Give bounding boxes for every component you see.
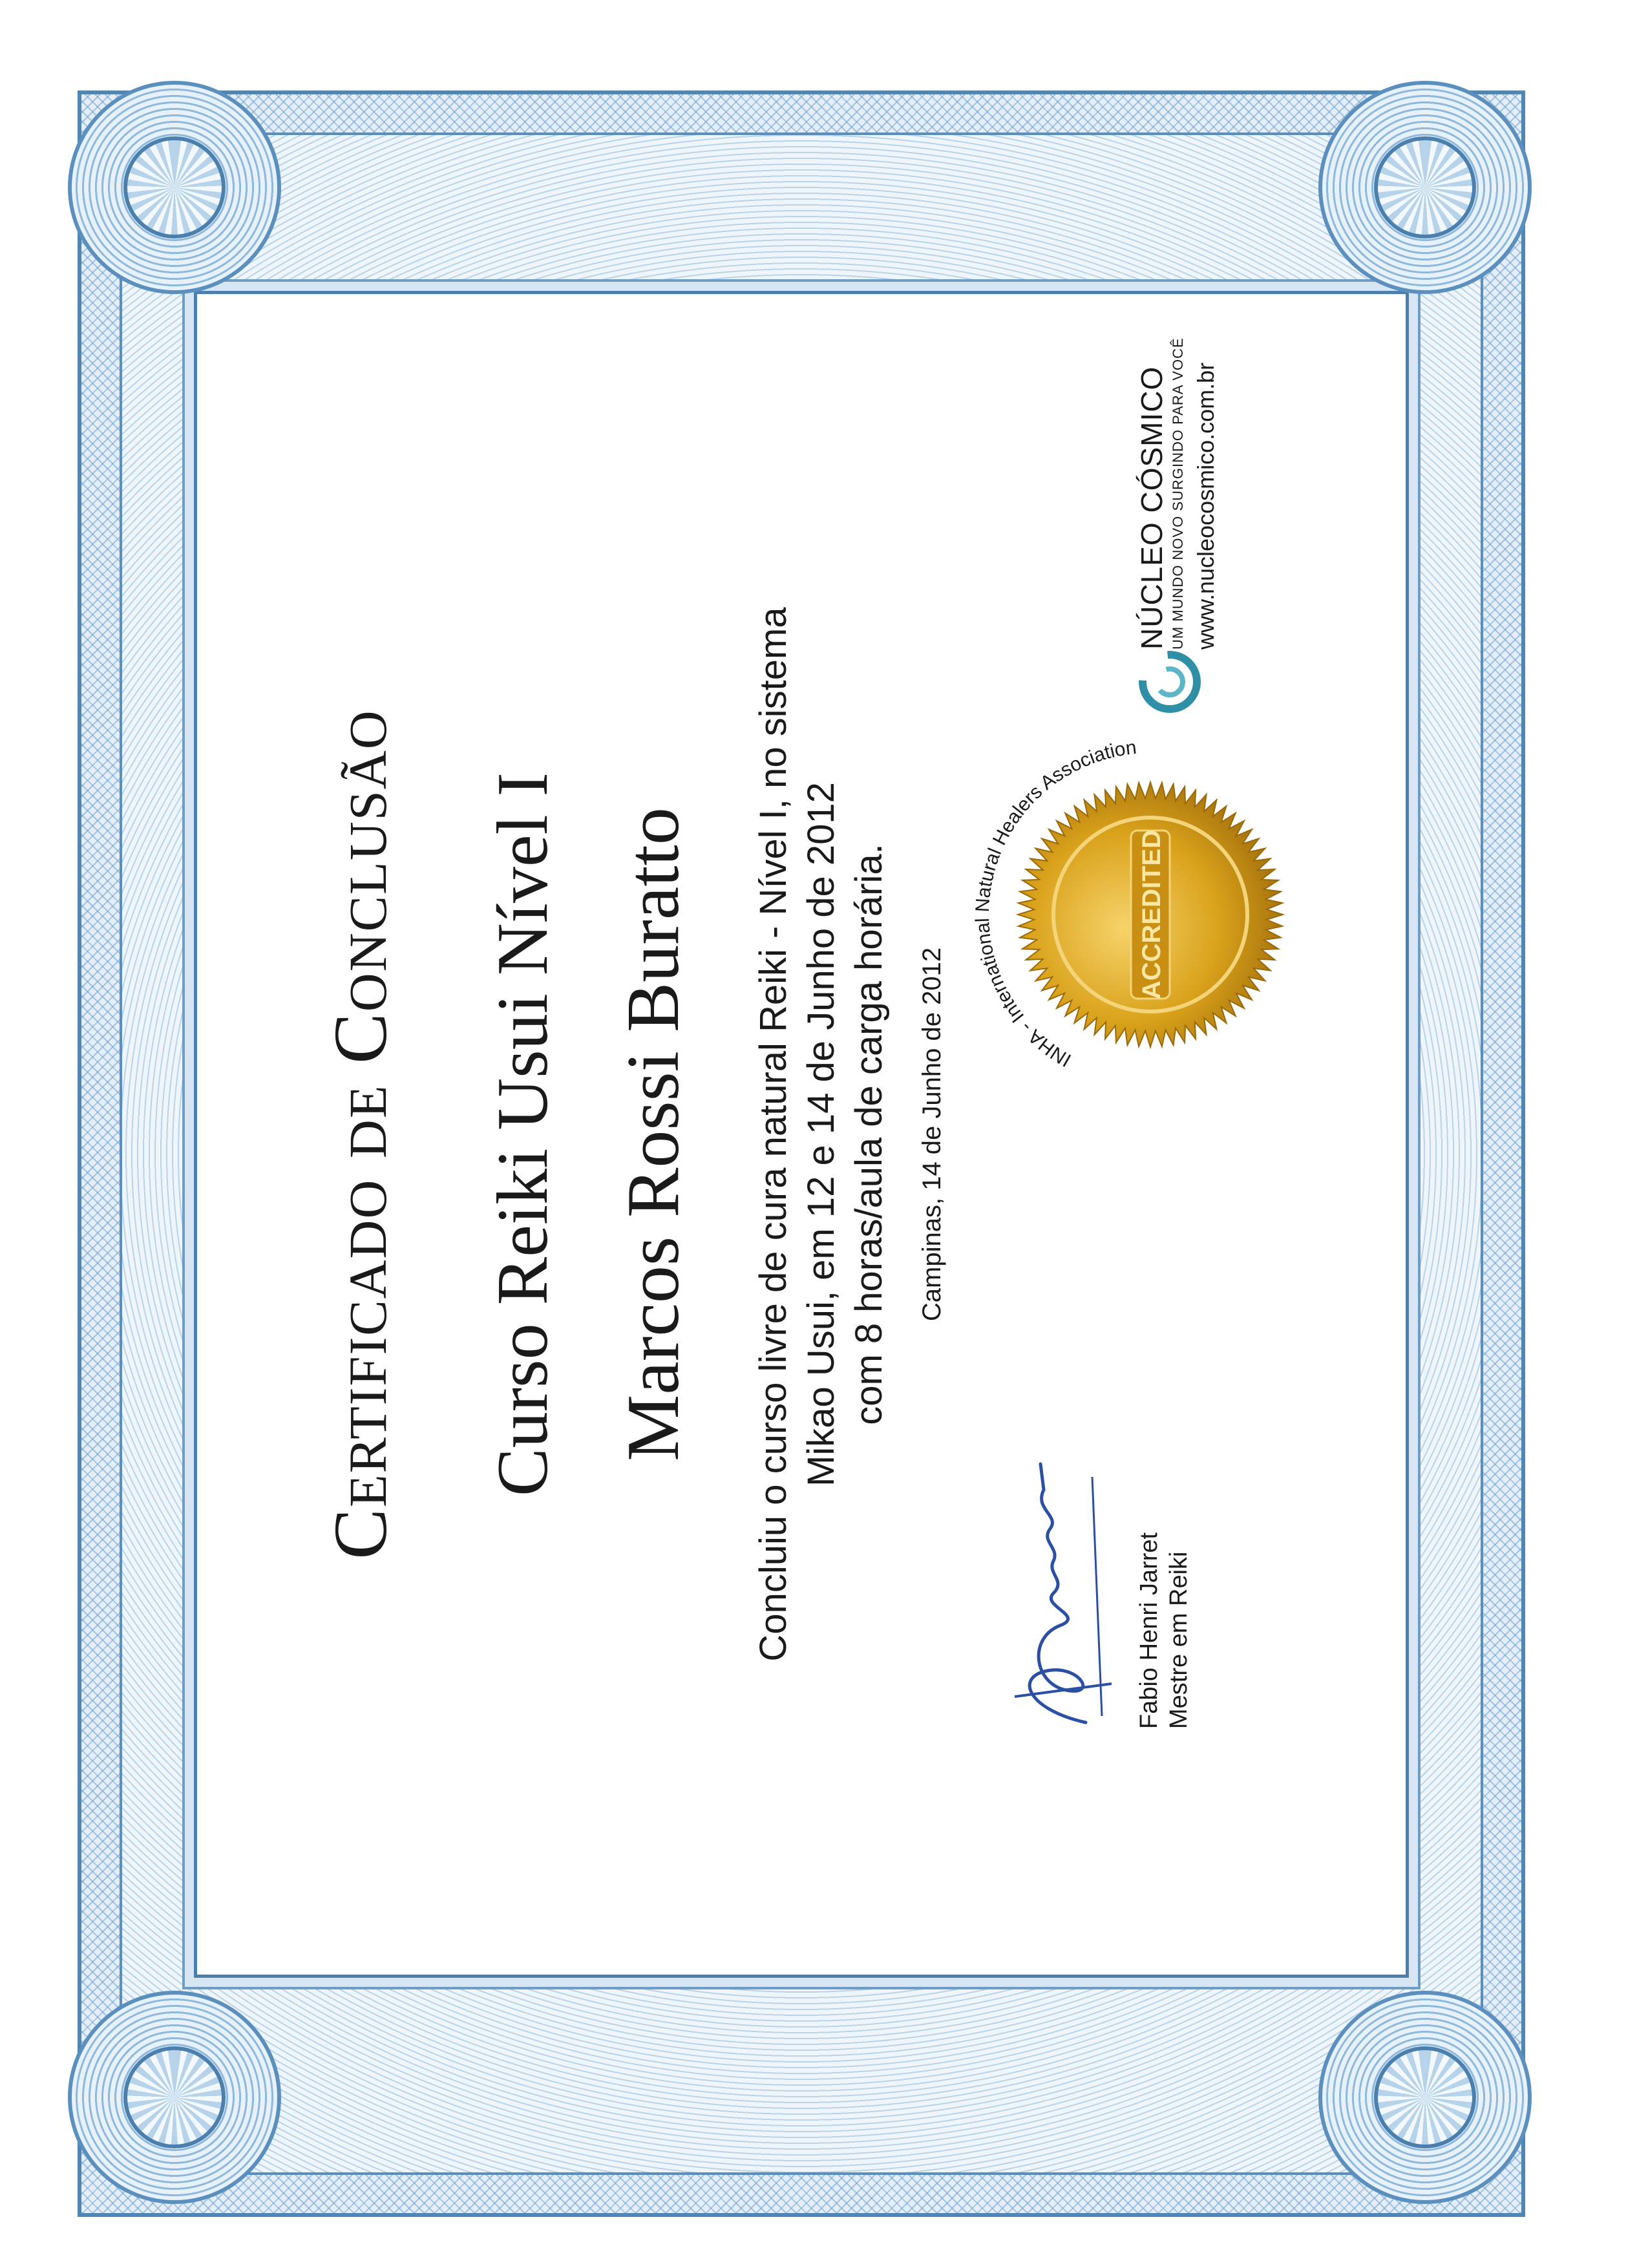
signatory-name: Fabio Henri Jarret — [1136, 1532, 1163, 1729]
signatory-role: Mestre em Reiki — [1165, 1551, 1192, 1729]
organization-website[interactable]: www.nucleocosmico.com.br — [1192, 362, 1219, 650]
accreditation-seal — [969, 734, 1331, 1096]
signatory-block — [1134, 1532, 1194, 1729]
organization-tagline: UM MUNDO NOVO SURGINDO PARA VOCÊ — [1170, 337, 1186, 650]
completion-line-1: Concluiu o curso livre de cura natural Reiki - Nível I, no sistema — [752, 607, 794, 1662]
course-title: Curso Reiki Usui Nível I — [483, 772, 563, 1496]
completion-line-2: Mikao Usui, em 12 e 14 de Junho de 2012 — [800, 782, 842, 1487]
certificate-title: Certificado de Conclusão — [318, 709, 403, 1560]
seal-center-label: ACCREDITED — [1137, 829, 1166, 1000]
student-name: Marcos Rossi Buratto — [612, 807, 695, 1461]
corner-rosette-top-right — [1318, 81, 1532, 294]
corner-rosette-bottom-left — [68, 1991, 281, 2204]
certificate-content — [259, 326, 1389, 1942]
place-and-date: Campinas, 14 de Junho de 2012 — [918, 947, 946, 1322]
seal-arc-textpath: INHA - International Natural Healers Association — [971, 736, 1138, 1071]
organization-name: NÚCLEO CÓSMICO — [1135, 366, 1168, 650]
completion-statement — [750, 488, 893, 1781]
signature-icon — [989, 1451, 1118, 1735]
completion-line-3: com 8 horas/aula de carga horária. — [848, 843, 890, 1425]
corner-rosette-bottom-right — [1318, 1991, 1532, 2204]
corner-rosette-top-left — [68, 81, 281, 294]
